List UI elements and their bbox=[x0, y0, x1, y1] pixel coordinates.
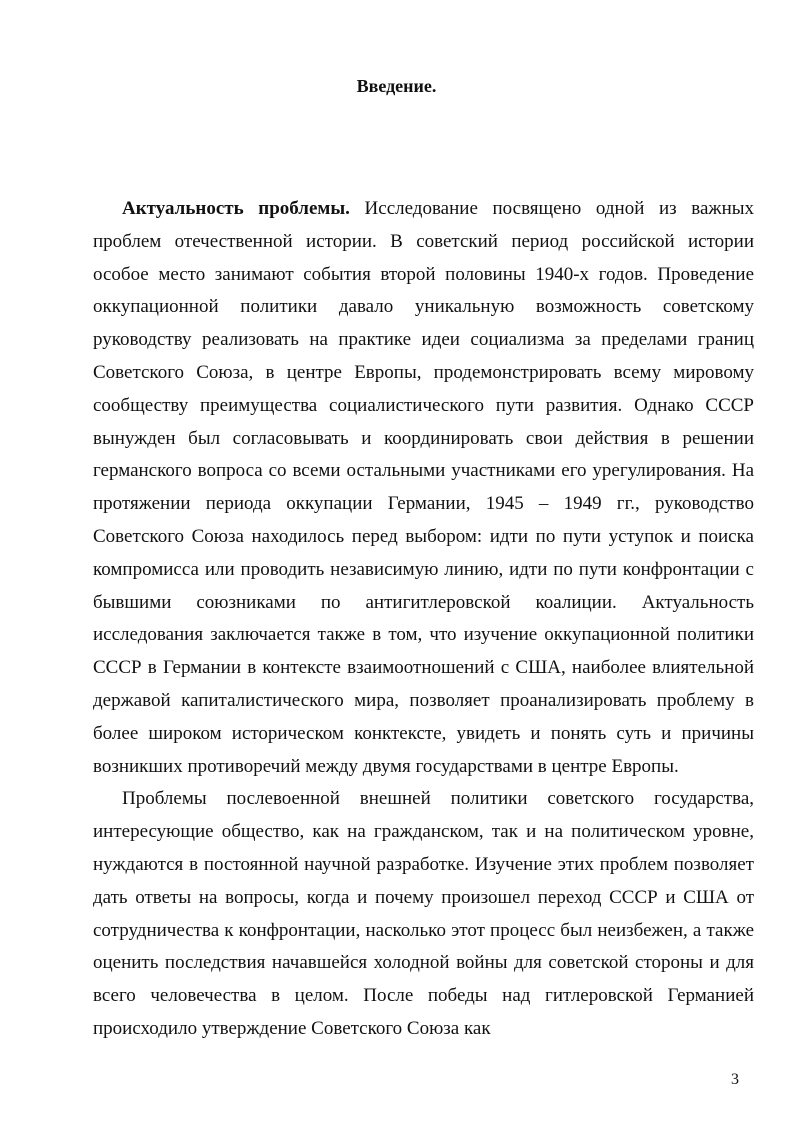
paragraph-lead: Актуальность проблемы. bbox=[122, 198, 350, 219]
page-title: Введение. bbox=[356, 76, 437, 96]
page-number: 3 bbox=[731, 1071, 739, 1088]
paragraph-problems bbox=[93, 783, 754, 1045]
paragraph-text: Проблемы послевоенной внешней политики советского государства, интересующие общество, как на гражданском, так и на политическом уровне, нуждаются в постоянной научной разработке. Изучение этих проблем позволяет дать ответы на вопросы, когда и почему произошел переход СССР и США от сотрудничества к конфронтации, насколько этот процесс был неизбежен, а также оценить последствия начавшейся холодной войны для советской стороны и для всего человечества в целом. После победы над гитлеровской Германией происходило утверждение Советского Союза как bbox=[93, 788, 754, 1039]
body-text bbox=[93, 193, 754, 1046]
paragraph-text: Исследование посвящено одной из важных проблем отечественной истории. В советский период российской истории особое место занимают события второй половины 1940-х годов. Проведение оккупационной политики давало уникальную возможность советскому руководству реализовать на практике идеи социализма за пределами границ Советского Союза, в центре Европы, продемонстрировать всему мировому сообществу преимущества социалистического пути развития. Однако СССР вынужден был согласовывать и координировать свои действия в решении германского вопроса со всеми остальными участниками его урегулирования. На протяжении периода оккупации Германии, 1945 – 1949 гг., руководство Советского Союза находилось перед выбором: идти по пути уступок и поиска компромисса или проводить независимую линию, идти по пути конфронтации с бывшими союзниками по антигитлеровской коалиции. Актуальность исследования заключается также в том, что изучение оккупационной политики СССР в Германии в контексте взаимоотношений с США, наиболее влиятельной державой капиталистического мира, позволяет проанализировать проблему в более широком историческом конктексте, увидеть и понять суть и причины возникших противоречий между двумя государствами в центре Европы. bbox=[93, 198, 754, 777]
paragraph-relevance bbox=[93, 193, 754, 783]
